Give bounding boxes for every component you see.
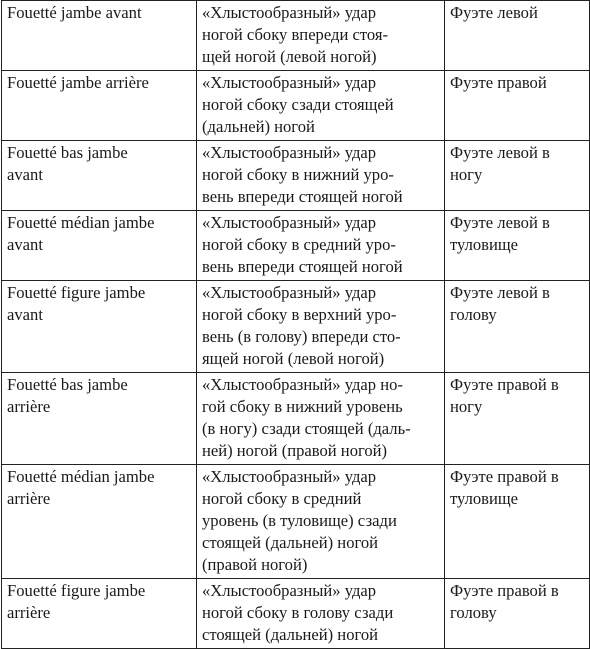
term-cell: Fouetté jambe avant — [2, 1, 197, 71]
terms-table — [1, 0, 590, 649]
description-cell: «Хлыстообразный» удар ногой сбоку впереди стоя- щей ногой (левой ногой) — [197, 1, 445, 71]
short-name-cell: Фуэте левой в голову — [445, 281, 590, 373]
term-cell: Fouetté jambe arrière — [2, 71, 197, 141]
short-name-cell: Фуэте левой — [445, 1, 590, 71]
description-cell: «Хлыстообразный» удар ногой сбоку в верхний уро- вень (в голову) впереди сто- ящей ногой (левой ногой) — [197, 281, 445, 373]
short-name-cell: Фуэте правой в туловище — [445, 465, 590, 579]
term-cell: Fouetté médian jambe avant — [2, 211, 197, 281]
short-name-cell: Фуэте левой в ногу — [445, 141, 590, 211]
short-name-cell: Фуэте левой в туловище — [445, 211, 590, 281]
table-row — [2, 373, 590, 465]
term-cell: Fouetté bas jambe avant — [2, 141, 197, 211]
description-cell: «Хлыстообразный» удар ногой сбоку в голову сзади стоящей (дальней) ногой — [197, 579, 445, 649]
table-row — [2, 71, 590, 141]
table-row — [2, 1, 590, 71]
table-row — [2, 211, 590, 281]
table-row — [2, 579, 590, 649]
term-cell: Fouetté figure jambe avant — [2, 281, 197, 373]
description-cell: «Хлыстообразный» удар но- гой сбоку в нижний уровень (в ногу) сзади стоящей (даль- ней) ногой (правой ногой) — [197, 373, 445, 465]
short-name-cell: Фуэте правой в голову — [445, 579, 590, 649]
description-cell: «Хлыстообразный» удар ногой сбоку в средний уровень (в туловище) сзади стоящей (дальней) ногой (правой ногой) — [197, 465, 445, 579]
term-cell: Fouetté bas jambe arrière — [2, 373, 197, 465]
description-cell: «Хлыстообразный» удар ногой сбоку сзади стоящей (дальней) ногой — [197, 71, 445, 141]
table-row — [2, 281, 590, 373]
short-name-cell: Фуэте правой в ногу — [445, 373, 590, 465]
term-cell: Fouetté figure jambe arrière — [2, 579, 197, 649]
table-row — [2, 465, 590, 579]
table-body — [2, 1, 590, 649]
table-row — [2, 141, 590, 211]
description-cell: «Хлыстообразный» удар ногой сбоку в средний уро- вень впереди стоящей ногой — [197, 211, 445, 281]
description-cell: «Хлыстообразный» удар ногой сбоку в нижний уро- вень впереди стоящей ногой — [197, 141, 445, 211]
term-cell: Fouetté médian jambe arrière — [2, 465, 197, 579]
short-name-cell: Фуэте правой — [445, 71, 590, 141]
